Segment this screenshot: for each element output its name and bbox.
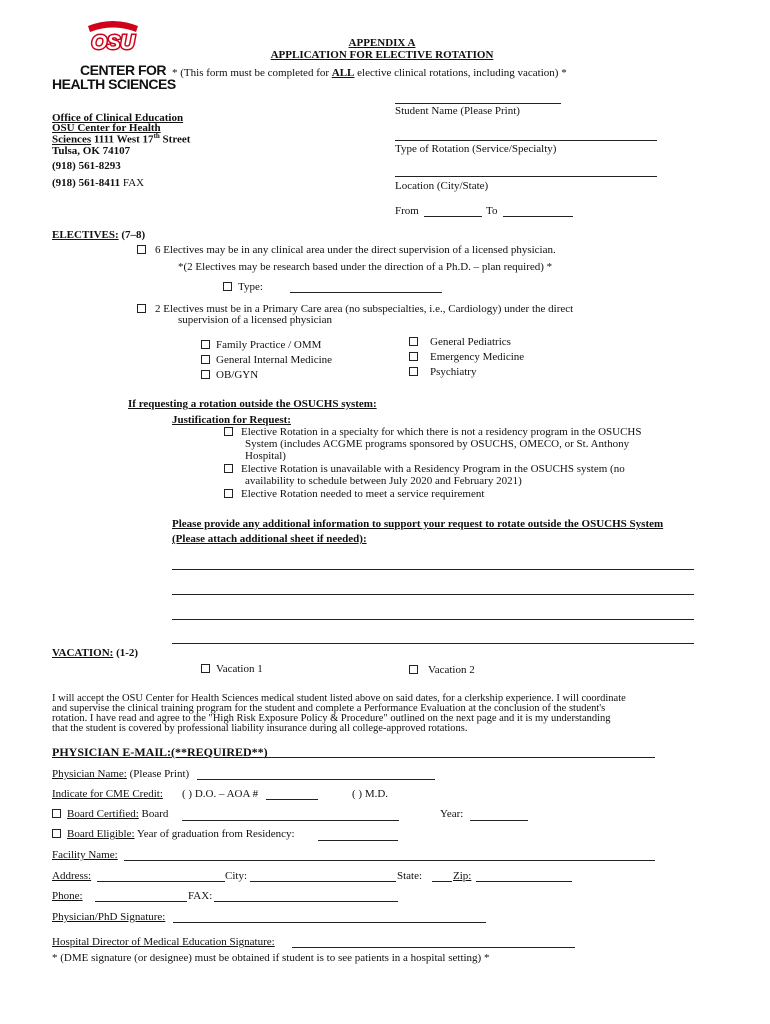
board-eligible[interactable]: Board Eligible: Year of graduation from Residency: [52,828,295,840]
aoa-number-line[interactable] [266,799,318,800]
elective-item-2-cont: supervision of a licensed physician [178,314,332,326]
physician-signature-line[interactable] [173,922,486,923]
elective-item-1[interactable]: 6 Electives may be in any clinical area under the direct supervision of a licensed physician. [137,244,556,256]
additional-info-line-3[interactable] [172,619,694,620]
fax-line[interactable] [214,901,398,902]
physician-statement: I will accept the OSU Center for Health Sciences medical student listed above on said dates, for a clerkship experience. I will coordinate and supervise the clinical training program for the student and complete a Performance Evaluation at the conclusion of the student's rotation. I have read and agree to the "High Risk Exposure Policy & Procedure" outlined on the next page and it is my understanding that the student is covered by professional liability insurance during all college-approved rotations. [52,693,626,734]
director-signature-label: Hospital Director of Medical Education Signature: [52,936,275,948]
to-label: To [486,205,498,217]
zip-label: Zip: [453,870,472,882]
form-note: * (This form must be completed for ALL elective clinical rotations, including vacation) * [172,67,567,79]
vacation-heading: VACATION: (1-2) [52,647,139,659]
location-label: Location (City/State) [395,180,489,192]
office-line3: Sciences 1111 West 17th Street [52,132,191,146]
office-line4: Tulsa, OK 74107 [52,145,131,157]
justification-3[interactable]: Elective Rotation needed to meet a service requirement [224,488,484,500]
elective-item-2[interactable]: 2 Electives must be in a Primary Care area (no subspecialties, i.e., Cardiology) under the direct [137,303,573,315]
physician-name-label: Physician Name: (Please Print) [52,768,190,780]
option-checkbox[interactable] [201,370,210,379]
option-checkbox[interactable] [409,337,418,346]
city-line[interactable] [250,881,396,882]
vacation-2[interactable]: Vacation 2 [409,664,475,676]
form-title: APPLICATION FOR ELECTIVE ROTATION [270,49,494,61]
option-checkbox[interactable] [409,367,418,376]
option-family-practice[interactable]: Family Practice / OMM [201,338,332,353]
cme-credit-label: Indicate for CME Credit: [52,788,163,800]
physician-signature-label: Physician/PhD Signature: [52,911,166,923]
board-line[interactable] [182,820,399,821]
physician-email-line[interactable] [262,757,655,758]
state-label: State: [397,870,423,882]
address-label: Address: [52,870,92,882]
city-label: City: [225,870,248,882]
option-pediatrics[interactable]: General Pediatrics [409,335,524,350]
physician-name-line[interactable] [197,779,435,780]
logo-line2: HEALTH SCIENCES [52,76,176,92]
state-line[interactable] [432,881,452,882]
year-line[interactable] [470,820,528,821]
elective-type-checkbox[interactable] [223,282,232,291]
zip-line[interactable] [476,881,572,882]
student-name-label: Student Name (Please Print) [395,105,520,117]
osu-logo-mark-icon [82,18,144,54]
option-emergency-medicine[interactable]: Emergency Medicine [409,350,524,365]
office-phone: (918) 561-8293 [52,160,121,172]
primary-care-right [409,335,524,380]
justification-1[interactable]: Elective Rotation in a specialty for which there is not a residency program in the OSUCHS System (includes ACGME programs sponsored by OSUCHS, OMECO, or St. Anthony Hospital) [224,426,642,462]
option-checkbox[interactable] [201,355,210,364]
option-ob-gyn[interactable]: OB/GYN [201,368,332,383]
appendix-label: APPENDIX A [348,37,416,49]
justification-2[interactable]: Elective Rotation is unavailable with a Residency Program in the OSUCHS system (no availability to schedule between July 2020 and February 2021) [224,463,625,487]
logo-line1: CENTER FOR [80,62,166,78]
additional-info-heading: Please provide any additional information to support your request to rotate outside the OSUCHS System [172,518,664,530]
option-internal-medicine[interactable]: General Internal Medicine [201,353,332,368]
address-line[interactable] [97,881,225,882]
option-psychiatry[interactable]: Psychiatry [409,365,524,380]
electives-heading: ELECTIVES: (7–8) [52,229,146,241]
fax-label: FAX: [188,890,213,902]
osu-logo [82,18,144,57]
primary-care-left [201,338,332,383]
option-checkbox[interactable] [201,340,210,349]
cme-md-option[interactable]: ( ) M.D. [352,788,389,800]
from-label: From [395,205,419,217]
board-eligible-checkbox[interactable] [52,829,61,838]
to-date-line[interactable] [503,216,573,217]
office-line2: OSU Center for Health [52,122,161,134]
office-fax: (918) 561-8411 FAX [52,177,145,189]
from-date-line[interactable] [424,216,482,217]
justification-2-checkbox[interactable] [224,464,233,473]
phone-label: Phone: [52,890,83,902]
student-name-line[interactable] [395,103,561,104]
additional-info-line-2[interactable] [172,594,694,595]
board-certified[interactable]: Board Certified: Board [52,808,168,820]
board-certified-checkbox[interactable] [52,809,61,818]
additional-info-line-1[interactable] [172,569,694,570]
logo-mark-text: OSU [91,32,135,54]
vacation-1[interactable]: Vacation 1 [201,663,263,675]
director-signature-line[interactable] [292,947,575,948]
residency-year-line[interactable] [318,840,398,841]
dme-footnote: * (DME signature (or designee) must be obtained if student is to see patients in a hospital setting) * [52,952,490,964]
justification-heading: Justification for Request: [172,414,291,426]
location-line[interactable] [395,176,657,177]
option-checkbox[interactable] [409,352,418,361]
elective-item-2-checkbox[interactable] [137,304,146,313]
elective-item-1-note: *(2 Electives may be research based under the direction of a Ph.D. – plan required) * [178,261,553,273]
vacation-2-checkbox[interactable] [409,665,418,674]
elective-item-1-checkbox[interactable] [137,245,146,254]
justification-3-checkbox[interactable] [224,489,233,498]
vacation-1-checkbox[interactable] [201,664,210,673]
outside-heading: If requesting a rotation outside the OSUCHS system: [128,398,377,410]
phone-line[interactable] [95,901,187,902]
facility-name-label: Facility Name: [52,849,118,861]
elective-type-line[interactable] [290,292,442,293]
physician-email-label: PHYSICIAN E-MAIL:(**REQUIRED**) [52,745,268,759]
office-line1: Office of Clinical Education [52,112,184,124]
cme-do-option[interactable]: ( ) D.O. – AOA # [182,788,259,800]
facility-name-line[interactable] [124,860,655,861]
year-label: Year: [440,808,464,820]
rotation-type-line[interactable] [395,140,657,141]
elective-type[interactable]: Type: [223,281,263,293]
rotation-type-label: Type of Rotation (Service/Specialty) [395,143,557,155]
justification-1-checkbox[interactable] [224,427,233,436]
additional-info-subheading: (Please attach additional sheet if needed): [172,533,367,545]
additional-info-line-4[interactable] [172,643,694,644]
